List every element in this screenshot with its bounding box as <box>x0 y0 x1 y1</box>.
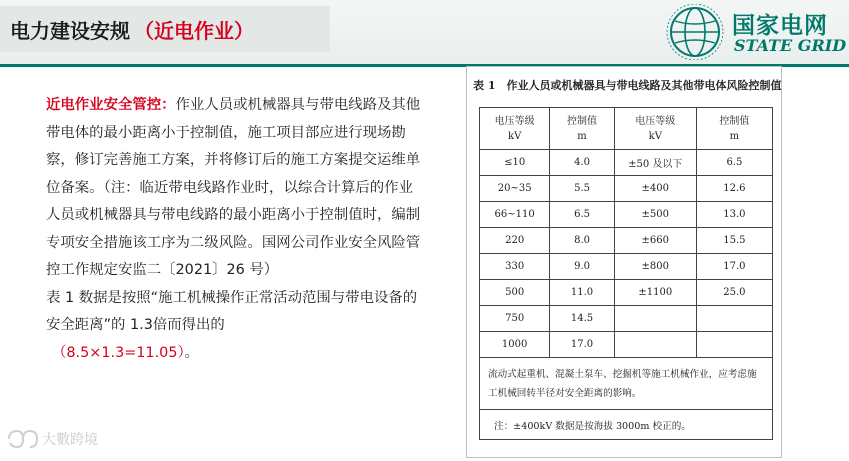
table-row <box>480 254 773 280</box>
state-grid-logo <box>662 2 847 60</box>
table-note-row <box>480 358 773 410</box>
table-cell: 220 <box>480 228 550 254</box>
formula: （8.5×1.3=11.05） <box>52 344 185 361</box>
watermark <box>6 428 98 450</box>
header-cell: 电压等级 kV <box>480 108 550 150</box>
watermark-logo-icon <box>6 428 40 450</box>
table-cell: 500 <box>480 280 550 306</box>
table-header-row <box>480 108 773 150</box>
risk-table-block <box>466 66 782 458</box>
table-row <box>480 228 773 254</box>
table-cell: 6.5 <box>696 150 772 176</box>
table-note-cell: 流动式起重机、混凝土泵车、挖掘机等施工机械作业，应考虑施工机械回转半径对安全距离的影响。 <box>480 358 773 410</box>
logo-text-en: STATE GRID <box>734 36 847 55</box>
table-cell <box>696 306 772 332</box>
table-cell: 11.0 <box>550 280 614 306</box>
table-cell: 9.0 <box>550 254 614 280</box>
table-cell <box>614 306 696 332</box>
table-cell: 330 <box>480 254 550 280</box>
table-cell: 17.0 <box>696 254 772 280</box>
table-cell: 4.0 <box>550 150 614 176</box>
table-row <box>480 332 773 358</box>
page-title: 电力建设安规 <box>10 18 130 43</box>
table-cell: 12.6 <box>696 176 772 202</box>
formula-line <box>46 340 426 368</box>
table-cell: ±500 <box>614 202 696 228</box>
table-row <box>480 176 773 202</box>
table-cell: 750 <box>480 306 550 332</box>
table-cell <box>696 332 772 358</box>
title-bar <box>0 6 330 52</box>
table-cell: ±660 <box>614 228 696 254</box>
table-title: 表 1 作业人员或机械器具与带电线路及其他带电体风险控制值 <box>473 79 782 92</box>
section-heading: 近电作业安全管控： <box>46 97 176 113</box>
table-cell: 8.0 <box>550 228 614 254</box>
table-cell <box>614 332 696 358</box>
table-footnote-row <box>480 410 773 440</box>
body-text <box>46 92 426 367</box>
risk-control-table <box>479 107 773 440</box>
table-cell: 17.0 <box>550 332 614 358</box>
table-cell: 14.5 <box>550 306 614 332</box>
header-cell: 控制值 m <box>550 108 614 150</box>
table-cell: 20~35 <box>480 176 550 202</box>
table-cell: ≤10 <box>480 150 550 176</box>
table-row <box>480 150 773 176</box>
page-title-accent: （近电作业） <box>134 18 254 43</box>
table-cell: 66~110 <box>480 202 550 228</box>
table-cell: 13.0 <box>696 202 772 228</box>
table-footnote-cell: 注：±400kV 数据是按海拔 3000m 校正的。 <box>480 410 773 440</box>
table-cell: ±50 及以下 <box>614 150 696 176</box>
table-cell: 1000 <box>480 332 550 358</box>
state-grid-globe-icon <box>666 4 724 60</box>
paragraph-text: 作业人员或机械器具与带电线路及其他带电体的最小距离小于控制值，施工项目部应进行现场勘察，修订完善施工方案，并将修订后的施工方案提交运维单位备案。（注：临近带电线路作业时，以综合计算后的作业人员或机械器具与带电线路的最小距离小于控制值时，编制专项安全措施该工序为二级风险。国网公司作业安全风险管控工作规定安监二〔2021〕26 号） <box>46 97 421 278</box>
table-cell: 6.5 <box>550 202 614 228</box>
table-cell: 5.5 <box>550 176 614 202</box>
table-cell: ±400 <box>614 176 696 202</box>
control-paragraph <box>46 92 426 285</box>
watermark-text: 大數跨境 <box>42 432 98 448</box>
table-row <box>480 202 773 228</box>
table-cell: ±800 <box>614 254 696 280</box>
header-cell: 控制值 m <box>696 108 772 150</box>
table-cell: 15.5 <box>696 228 772 254</box>
table-row <box>480 280 773 306</box>
table-row <box>480 306 773 332</box>
slide-header <box>0 0 849 64</box>
header-cell: 电压等级 kV <box>614 108 696 150</box>
table-cell: ±1100 <box>614 280 696 306</box>
logo-text-cn: 国家电网 <box>732 13 828 39</box>
formula-tail: 。 <box>184 344 200 361</box>
table-note: 表 1 数据是按照“施工机械操作正常活动范围与带电设备的安全距离”的 1.3倍而得出的 <box>46 289 418 333</box>
table-cell: 25.0 <box>696 280 772 306</box>
